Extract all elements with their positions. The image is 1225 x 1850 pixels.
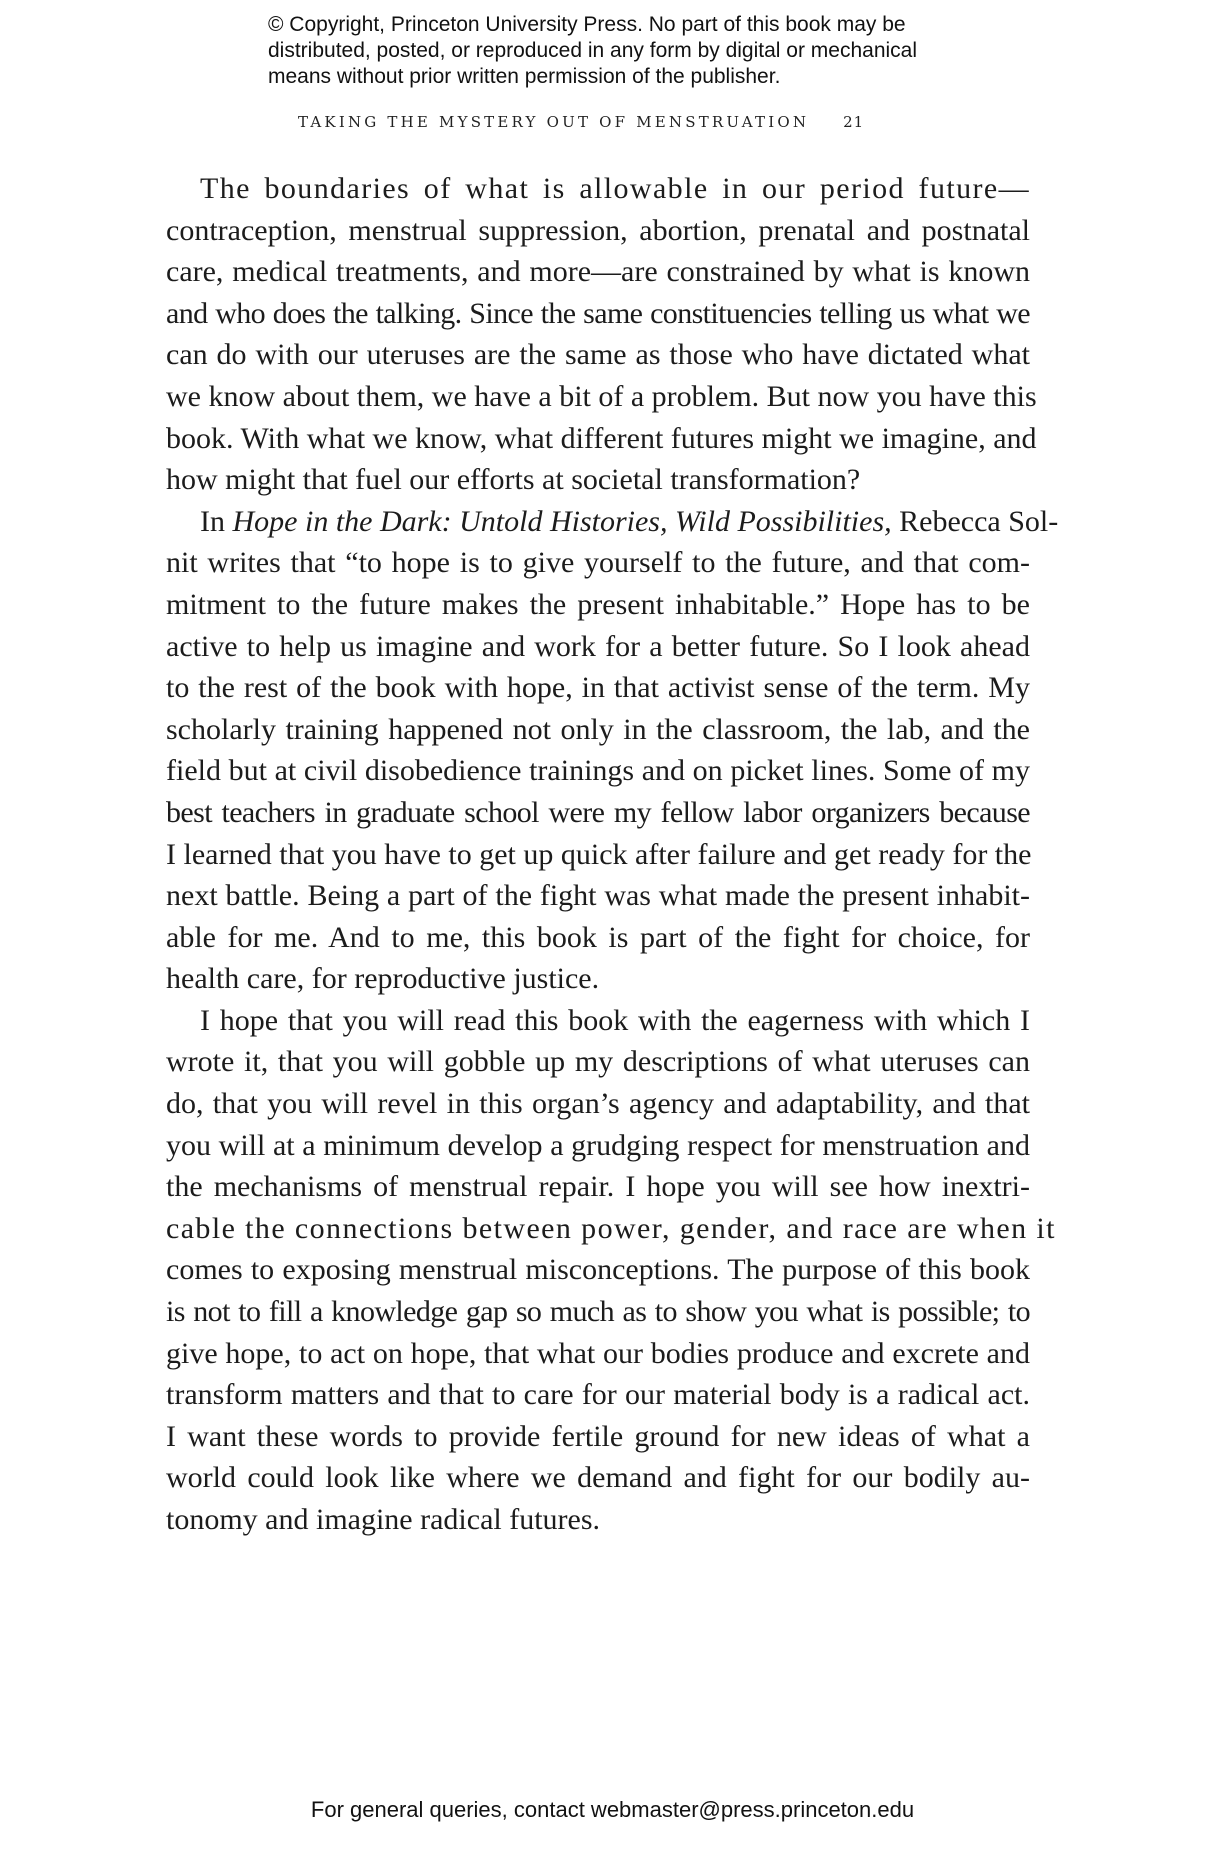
text-line: how might that fuel our efforts at societal transformation? <box>166 463 861 497</box>
copyright-line: distributed, posted, or reproduced in any form by digital or mechanical <box>268 39 918 62</box>
copyright-notice <box>268 12 988 90</box>
text-line: best teachers in graduate school were my fellow labor organizers because <box>166 795 1030 829</box>
text-line: book. With what we know, what different futures might we imagine, and <box>166 421 1037 455</box>
text-line <box>166 501 1059 543</box>
copyright-line: means without prior written permission of the publisher. <box>268 65 781 88</box>
text-line: cable the connections between power, gender, and race are when it <box>166 1211 1056 1245</box>
text-line: world could look like where we demand and fight for our bodily au- <box>166 1461 1030 1495</box>
text-line: is not to fill a knowledge gap so much as to show you what is possible; to <box>166 1295 1030 1329</box>
text-line: give hope, to act on hope, that what our bodies produce and excrete and <box>166 1336 1030 1370</box>
text-line: mitment to the future makes the present inhabitable.” Hope has to be <box>166 587 1030 621</box>
running-head <box>298 113 864 131</box>
text-line: field but at civil disobedience trainings and on picket lines. Some of my <box>166 754 1030 788</box>
text-line: to the rest of the book with hope, in that activist sense of the term. My <box>166 671 1030 705</box>
text-segment: In <box>200 504 233 538</box>
running-head-title: TAKING THE MYSTERY OUT OF MENSTRUATION <box>298 113 810 131</box>
book-title: Hope in the Dark: Untold Histories, Wild Possibilities, <box>232 504 892 538</box>
text-line: I hope that you will read this book with the eagerness with which I <box>200 1003 1030 1037</box>
text-line: active to help us imagine and work for a better future. So I look ahead <box>166 629 1030 663</box>
text-line: I want these words to provide fertile ground for new ideas of what a <box>166 1419 1030 1453</box>
text-line: next battle. Being a part of the fight was what made the present inhabit- <box>166 879 1030 913</box>
page-number: 21 <box>843 113 865 131</box>
text-line: I learned that you have to get up quick after failure and get ready for the <box>166 837 1032 871</box>
text-line: care, medical treatments, and more—are constrained by what is known <box>166 255 1030 289</box>
text-line: able for me. And to me, this book is part of the fight for choice, for <box>166 920 1030 954</box>
text-line: The boundaries of what is allowable in our period future— <box>200 172 1030 205</box>
text-line: the mechanisms of menstrual repair. I hope you will see how inextri- <box>166 1170 1030 1204</box>
text-line: scholarly training happened not only in the classroom, the lab, and the <box>166 712 1030 746</box>
text-line: tonomy and imagine radical futures. <box>166 1503 601 1536</box>
text-line: and who does the talking. Since the same constituencies telling us what we <box>166 296 1030 330</box>
text-line: can do with our uteruses are the same as those who have dictated what <box>166 338 1030 372</box>
text-line: contraception, menstrual suppression, abortion, prenatal and postnatal <box>166 213 1030 247</box>
text-line: do, that you will revel in this organ’s agency and adaptability, and that <box>166 1087 1030 1121</box>
text-line: comes to exposing menstrual misconceptions. The purpose of this book <box>166 1253 1030 1287</box>
body-text <box>166 168 1059 1541</box>
text-line: wrote it, that you will gobble up my descriptions of what uteruses can <box>166 1045 1030 1079</box>
text-line: we know about them, we have a bit of a problem. But now you have this <box>166 379 1037 413</box>
text-line: you will at a minimum develop a grudging respect for menstruation and <box>166 1128 1030 1162</box>
text-line: health care, for reproductive justice. <box>166 962 600 996</box>
text-segment: Rebecca Sol- <box>891 504 1059 538</box>
footer-contact: For general queries, contact webmaster@press.princeton.edu <box>310 1797 915 1822</box>
copyright-line: © Copyright, Princeton University Press. No part of this book may be <box>268 13 906 36</box>
text-line: nit writes that “to hope is to give yourself to the future, and that com- <box>166 546 1030 580</box>
text-line: transform matters and that to care for our material body is a radical act. <box>166 1378 1030 1412</box>
